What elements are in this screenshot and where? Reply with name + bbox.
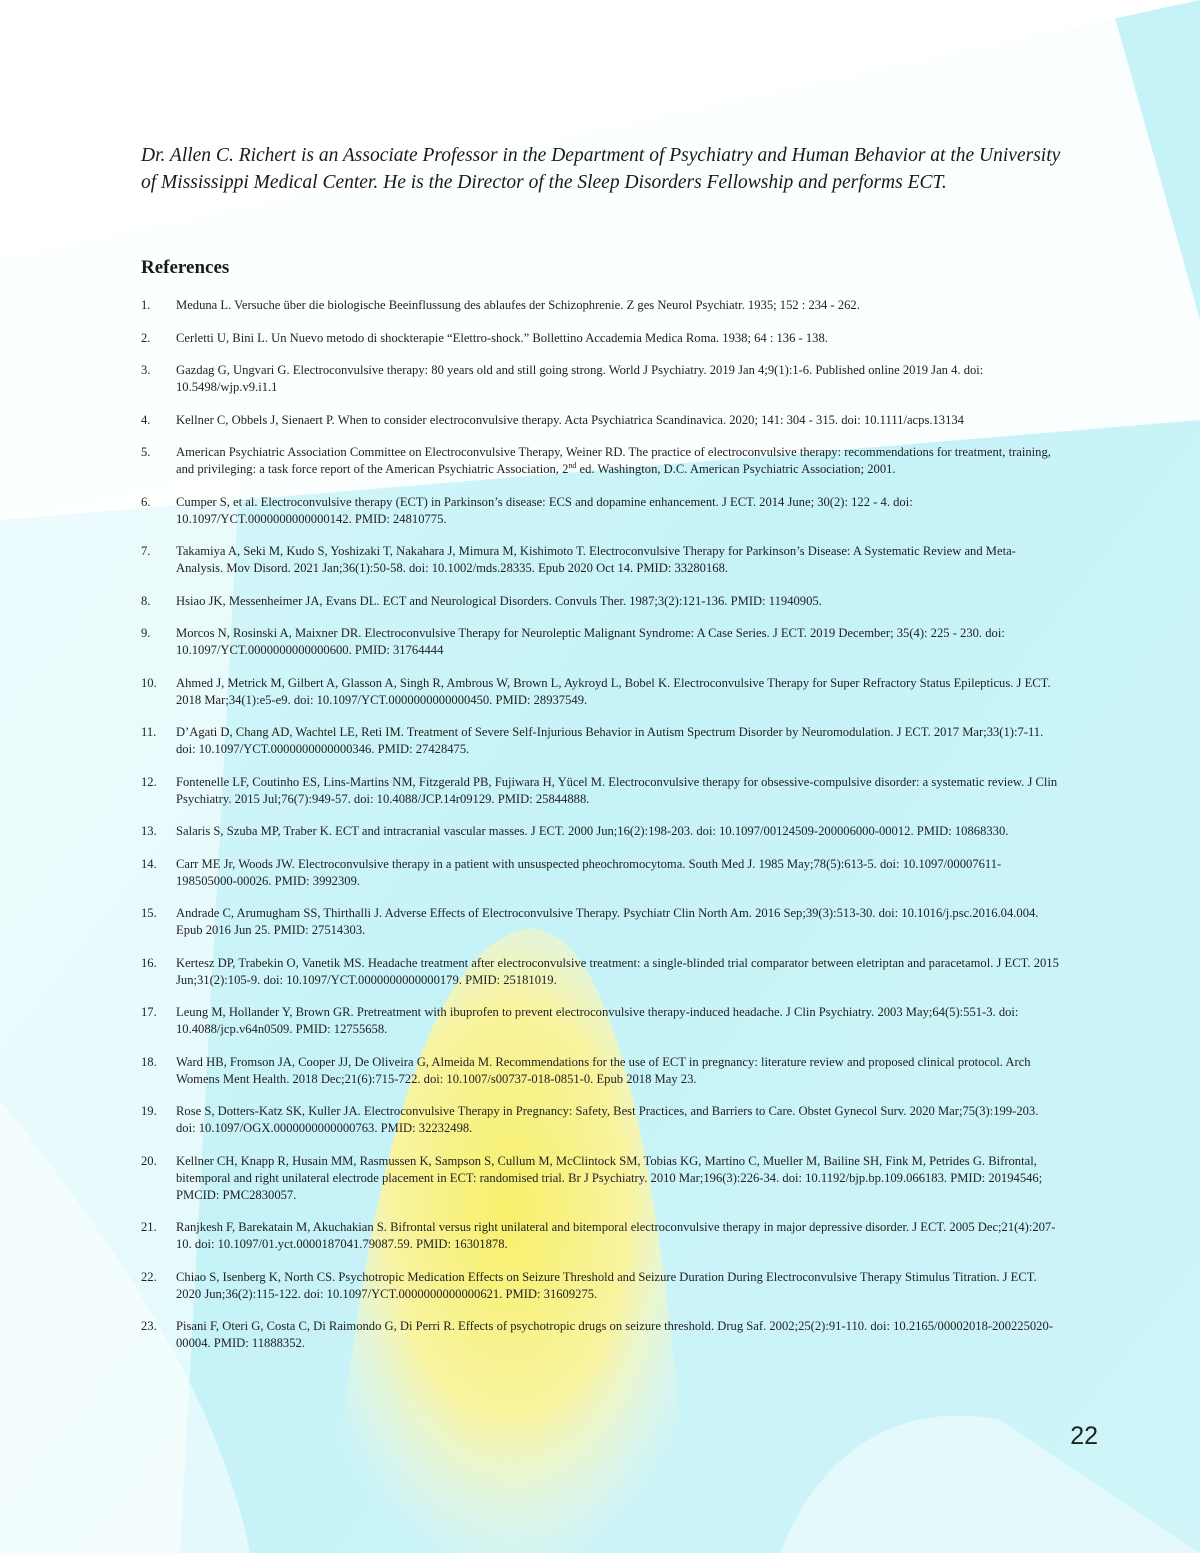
reference-item xyxy=(141,1103,1061,1137)
reference-text: Chiao S, Isenberg K, North CS. Psychotropic Medication Effects on Seizure Threshold and Seizure Duration During Electroconvulsive Therapy Stimulus Titration. J ECT. 2020 Jun;36(2):115-122. doi: 10.1097/YCT.0000000000000621. PMID: 31609275. xyxy=(176,1269,1037,1301)
reference-item xyxy=(141,1153,1061,1204)
reference-text: Ranjkesh F, Barekatain M, Akuchakian S. Bifrontal versus right unilateral and bitemporal electroconvulsive therapy in major depressive disorder. J ECT. 2005 Dec;21(4):207-10. doi: 10.1097/01.yct.0000187041.79087.59. PMID: 16301878. xyxy=(176,1220,1056,1251)
reference-number: 17. xyxy=(141,1005,157,1019)
reference-text: Pisani F, Oteri G, Costa C, Di Raimondo G, Di Perri R. Effects of psychotropic drugs on seizure threshold. Drug Saf. 2002;25(2):91-110. doi: 10.2165/00002018-200225020-00004. PMID: 11888352. xyxy=(176,1319,1053,1350)
reference-number: 14. xyxy=(141,856,157,871)
reference-number: 3. xyxy=(141,363,151,377)
reference-text xyxy=(176,445,1051,476)
references-list xyxy=(141,297,1061,1368)
reference-text: Meduna L. Versuche über die biologische Beeinflussung des ablaufes der Schizophrenie. Z ges Neurol Psychiatr. 1935; 152 : 234 - 262. xyxy=(176,298,860,312)
reference-text: Andrade C, Arumugham SS, Thirthalli J. Adverse Effects of Electroconvulsive Therapy. Psychiatr Clin North Am. 2016 Sep;39(3):513-30. doi: 10.1016/j.psc.2016.04.004. Epub 2016 Jun 25. PMID: 27514303. xyxy=(176,906,1039,937)
reference-item xyxy=(141,362,1061,396)
reference-number: 15. xyxy=(141,906,157,920)
reference-item xyxy=(141,593,1061,610)
reference-text: Ward HB, Fromson JA, Cooper JJ, De Oliveira G, Almeida M. Recommendations for the use of ECT in pregnancy: literature review and proposed clinical protocol. Arch Womens Ment Health. 2018 Dec;21(6):715-722. doi: 10.1007/s00737-018-0851-0. Epub 2018 May 23. xyxy=(176,1054,1031,1086)
reference-text: Rose S, Dotters-Katz SK, Kuller JA. Electroconvulsive Therapy in Pregnancy: Safety, Best Practices, and Barriers to Care. Obstet Gynecol Surv. 2020 Mar;75(3):199-203. doi: 10.1097/OGX.0000000000000763. PMID: 32232498. xyxy=(176,1104,1039,1135)
reference-number: 8. xyxy=(141,593,151,608)
reference-item xyxy=(141,1004,1061,1038)
reference-item xyxy=(141,330,1061,347)
reference-number: 23. xyxy=(141,1319,157,1333)
reference-text: Salaris S, Szuba MP, Traber K. ECT and intracranial vascular masses. J ECT. 2000 Jun;16(2):198-203. doi: 10.1097/00124509-200006000-00012. PMID: 10868330. xyxy=(176,824,1009,838)
reference-text: Carr ME Jr, Woods JW. Electroconvulsive therapy in a patient with unsuspected pheochromocytoma. South Med J. 1985 May;78(5):613-5. doi: 10.1097/00007611-198505000-00026. PMID: 3992309. xyxy=(176,856,1002,888)
reference-item xyxy=(141,724,1061,758)
reference-number: 21. xyxy=(141,1220,157,1234)
reference-item xyxy=(141,905,1061,939)
reference-item xyxy=(141,494,1061,528)
reference-number: 16. xyxy=(141,955,157,970)
reference-number: 13. xyxy=(141,824,157,838)
reference-number: 18. xyxy=(141,1054,157,1069)
reference-item xyxy=(141,297,1061,314)
reference-text: Cerletti U, Bini L. Un Nuevo metodo di shockterapie “Elettro-shock.” Bollettino Accademia Medica Roma. 1938; 64 : 136 - 138. xyxy=(176,330,828,345)
reference-text: Fontenelle LF, Coutinho ES, Lins-Martins NM, Fitzgerald PB, Fujiwara H, Yücel M. Electroconvulsive therapy for obsessive-compulsive disorder: a systematic review. J Clin Psychiatry. 2015 Jul;76(7):949-57. doi: 10.4088/JCP.14r09129. PMID: 25844888. xyxy=(176,774,1058,806)
reference-number: 6. xyxy=(141,494,151,509)
reference-text: Morcos N, Rosinski A, Maixner DR. Electroconvulsive Therapy for Neuroleptic Malignant Syndrome: A Case Series. J ECT. 2019 December; 35(4): 225 - 230. doi: 10.1097/YCT.0000000000000600. PMID: 31764444 xyxy=(176,626,1005,657)
reference-text: Takamiya A, Seki M, Kudo S, Yoshizaki T, Nakahara J, Mimura M, Kishimoto T. Electroconvulsive Therapy for Parkinson’s Disease: A Systematic Review and Meta-Analysis. Mov Disord. 2021 Jan;36(1):50-58. doi: 10.1002/mds.28335. Epub 2020 Oct 14. PMID: 33280168. xyxy=(176,544,1016,575)
reference-number: 11. xyxy=(141,725,157,739)
reference-item xyxy=(141,1054,1061,1088)
reference-text: Hsiao JK, Messenheimer JA, Evans DL. ECT and Neurological Disorders. Convuls Ther. 1987;3(2):121-136. PMID: 11940905. xyxy=(176,593,822,608)
reference-item xyxy=(141,625,1061,659)
reference-item xyxy=(141,444,1061,478)
reference-number: 12. xyxy=(141,774,157,789)
reference-text-part: ed. Washington, D.C. American Psychiatric Association; 2001. xyxy=(576,462,896,476)
reference-item xyxy=(141,774,1061,808)
page-number: 22 xyxy=(1070,1422,1098,1450)
reference-text: D’Agati D, Chang AD, Wachtel LE, Reti IM. Treatment of Severe Self-Injurious Behavior in Autism Spectrum Disorder by Neuromodulation. J ECT. 2017 Mar;33(1):7-11. doi: 10.1097/YCT.0000000000000346. PMID: 27428475. xyxy=(176,725,1044,756)
reference-item xyxy=(141,543,1061,577)
reference-number: 2. xyxy=(141,330,151,345)
reference-item xyxy=(141,823,1061,840)
reference-text: Kertesz DP, Trabekin O, Vanetik MS. Headache treatment after electroconvulsive treatment: a single-blinded trial comparator between eletriptan and paracetamol. J ECT. 2015 Jun;31(2):105-9. doi: 10.1097/YCT.0000000000000179. PMID: 25181019. xyxy=(176,955,1059,987)
reference-number: 20. xyxy=(141,1153,157,1168)
reference-text: Kellner CH, Knapp R, Husain MM, Rasmussen K, Sampson S, Cullum M, McClintock SM, Tobias KG, Martino C, Mueller M, Bailine SH, Fink M, Petrides G. Bifrontal, bitemporal and right unilateral electrode placement in ECT: randomised trial. Br J Psychiatry. 2010 Mar;196(3):226-34. doi: 10.1192/bjp.bp.109.066183. PMID: 20194546; PMCID: PMC2830057. xyxy=(176,1153,1043,1202)
reference-superscript: nd xyxy=(568,460,577,470)
reference-number: 19. xyxy=(141,1104,157,1118)
author-bio: Dr. Allen C. Richert is an Associate Professor in the Department of Psychiatry and Human Behavior at the University of Mississippi Medical Center. He is the Director of the Sleep Disorders Fellowship and performs ECT. xyxy=(141,145,1061,193)
reference-item xyxy=(141,955,1061,989)
reference-number: 4. xyxy=(141,412,151,427)
reference-number: 5. xyxy=(141,445,151,459)
reference-item xyxy=(141,1318,1061,1352)
reference-text: Leung M, Hollander Y, Brown GR. Pretreatment with ibuprofen to prevent electroconvulsive therapy-induced headache. J Clin Psychiatry. 2003 May;64(5):551-3. doi: 10.4088/jcp.v64n0509. PMID: 12755658. xyxy=(176,1005,1019,1036)
reference-item xyxy=(141,1269,1061,1303)
reference-item xyxy=(141,856,1061,890)
reference-number: 1. xyxy=(141,298,151,312)
reference-text: Gazdag G, Ungvari G. Electroconvulsive therapy: 80 years old and still going strong. World J Psychiatry. 2019 Jan 4;9(1):1-6. Published online 2019 Jan 4. doi: 10.5498/wjp.v9.i1.1 xyxy=(176,363,984,394)
reference-text: Ahmed J, Metrick M, Gilbert A, Glasson A, Singh R, Ambrous W, Brown L, Aykroyd L, Bobel K. Electroconvulsive Therapy for Super Refractory Status Epilepticus. J ECT. 2018 Mar;34(1):e5-e9. doi: 10.1097/YCT.0000000000000450. PMID: 28937549. xyxy=(176,675,1051,707)
reference-item xyxy=(141,412,1061,429)
reference-number: 22. xyxy=(141,1269,157,1284)
references-heading: References xyxy=(141,257,230,278)
reference-text: Cumper S, et al. Electroconvulsive therapy (ECT) in Parkinson’s disease: ECS and dopamine enhancement. J ECT. 2014 June; 30(2): 122 - 4. doi: 10.1097/YCT.0000000000000142. PMID: 24810775. xyxy=(176,494,913,526)
reference-number: 10. xyxy=(141,675,157,690)
reference-number: 9. xyxy=(141,626,151,640)
reference-item xyxy=(141,675,1061,709)
reference-number: 7. xyxy=(141,544,151,558)
reference-text: Kellner C, Obbels J, Sienaert P. When to consider electroconvulsive therapy. Acta Psychiatrica Scandinavica. 2020; 141: 304 - 315. doi: 10.1111/acps.13134 xyxy=(176,412,964,427)
reference-text-part: American Psychiatric Association Committee on Electroconvulsive Therapy, Weiner RD. The practice of electroconvulsive therapy: recommendations for treatment, training, and privileging: a task force report of the American Psychiatric Association, 2 xyxy=(176,445,1051,476)
reference-item xyxy=(141,1219,1061,1253)
